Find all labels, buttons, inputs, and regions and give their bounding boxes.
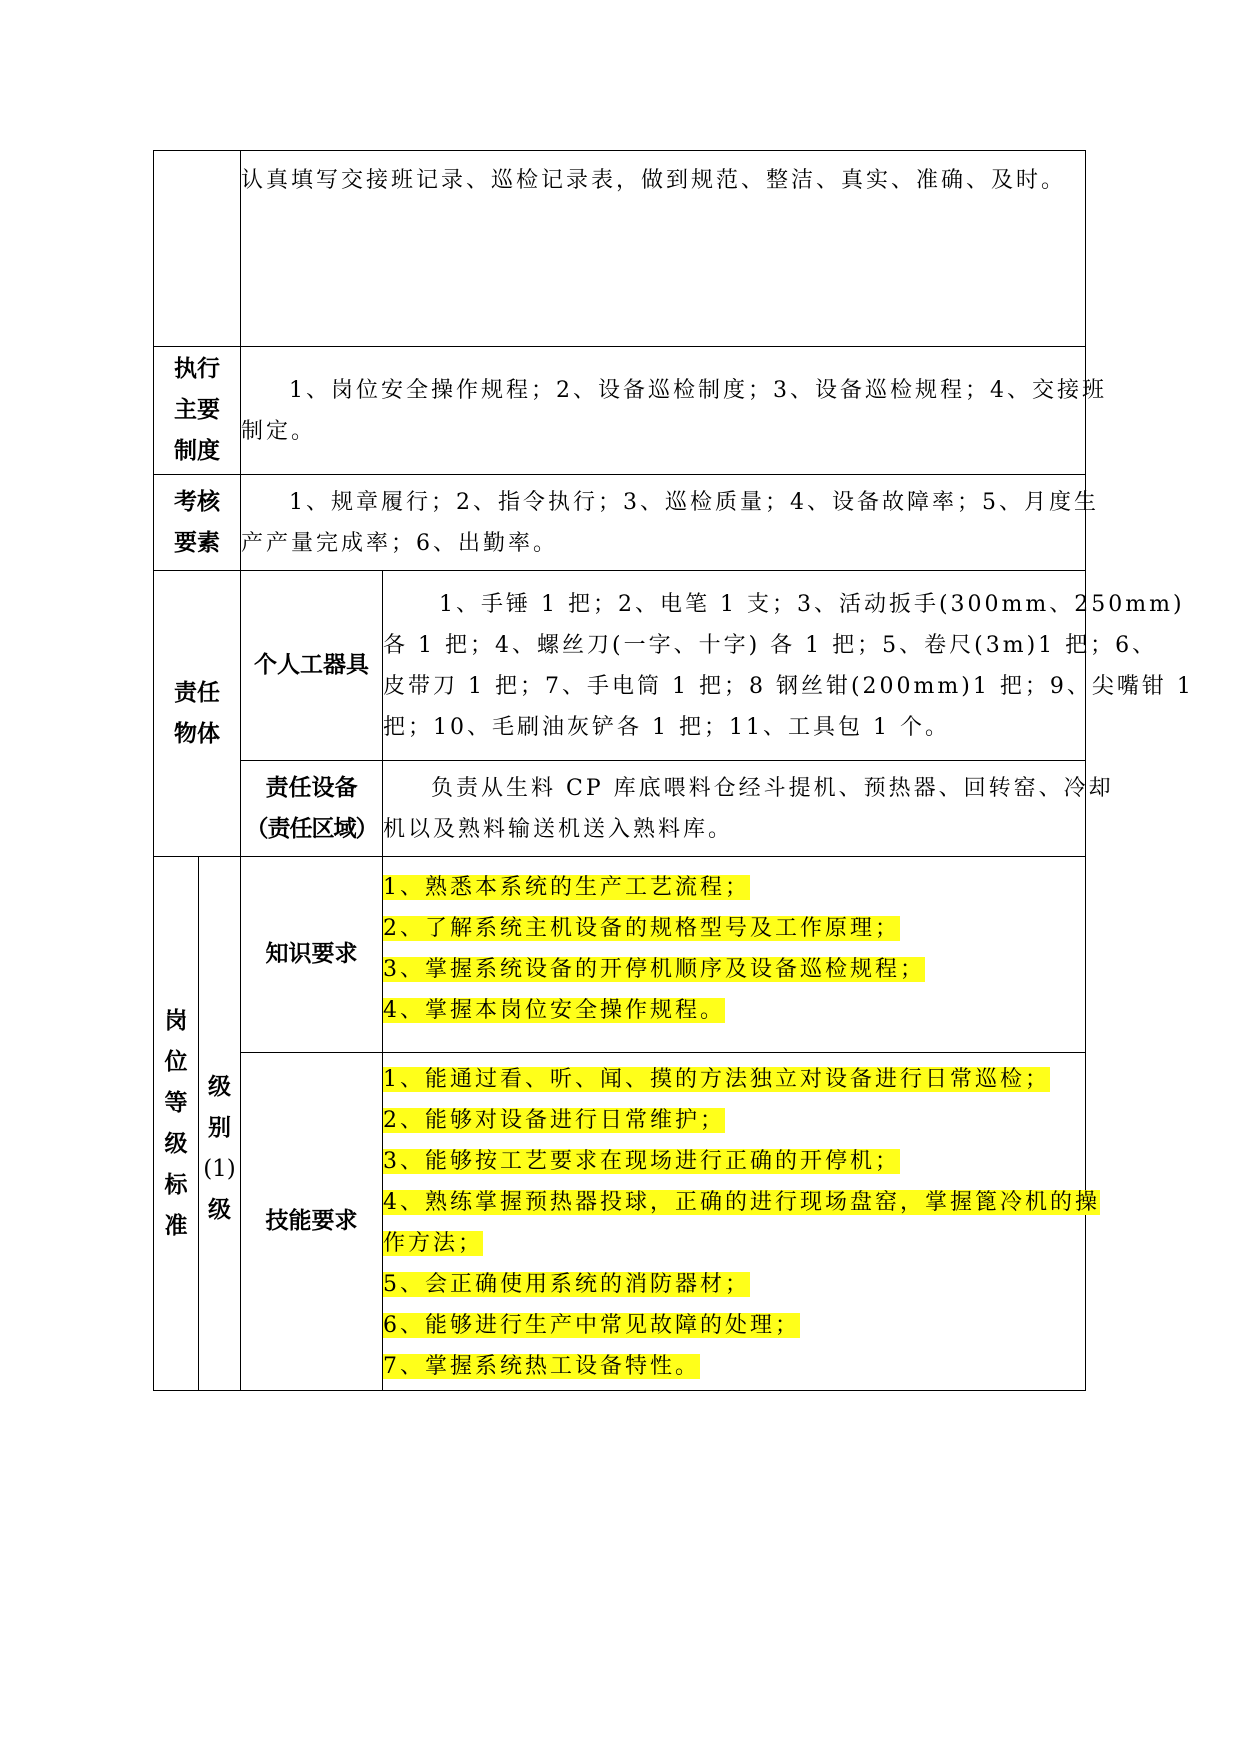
skills-item-text: 1、能通过看、听、闻、摸的方法独立对设备进行日常巡检； (383, 1067, 1050, 1092)
assess-label (154, 475, 241, 571)
objects-label (154, 571, 241, 857)
equipment-line: 机以及熟料输送机送入熟料库。 (383, 816, 734, 842)
level-label-char: 级 (208, 1073, 231, 1100)
knowledge-item (383, 867, 1085, 908)
rules-label-line: 主要 (174, 397, 220, 423)
skills-item (383, 1264, 1085, 1305)
assess-label-line: 考核 (174, 488, 220, 515)
grade-label-char: 准 (164, 1212, 188, 1239)
grade-label-char: 标 (164, 1171, 188, 1198)
skills-item (383, 1223, 1085, 1264)
skills-item (383, 1346, 1085, 1387)
knowledge-item (383, 908, 1085, 949)
skills-item (383, 1059, 1085, 1100)
tools-content (383, 571, 1194, 761)
knowledge-item (383, 949, 1085, 990)
rules-label (154, 347, 241, 475)
equipment-line: 负责从生料 CP 库底喂料仓经斗提机、预热器、回转窑、冷却 (431, 775, 1114, 801)
equipment-row (154, 761, 1086, 857)
skills-item (383, 1141, 1085, 1182)
skills-item (383, 1182, 1100, 1223)
record-row (154, 151, 1086, 347)
objects-label-line: 责任 (174, 679, 220, 706)
level-label (199, 857, 241, 1391)
knowledge-item-text: 3、掌握系统设备的开停机顺序及设备巡检规程； (383, 957, 925, 982)
equipment-content (383, 761, 1114, 857)
assess-line: 1、规章履行；2、指令执行；3、巡检质量；4、设备故障率；5、月度生 (289, 489, 1099, 515)
knowledge-item (383, 990, 1085, 1031)
skills-row (154, 1053, 1086, 1391)
record-text: 认真填写交接班记录、巡检记录表，做到规范、整洁、真实、准确、及时。 (241, 168, 1067, 193)
knowledge-item-text: 1、熟悉本系统的生产工艺流程； (383, 875, 750, 900)
grade-label-char: 岗 (164, 1007, 188, 1034)
tools-line: 各 1 把；4、螺丝刀(一字、十字) 各 1 把；5、卷尺(3m)1 把；6、 (383, 632, 1158, 658)
grade-standard-label (154, 857, 199, 1391)
level-label-char: 级 (208, 1196, 231, 1223)
job-standard-table (153, 150, 1194, 1391)
grade-label-char: 等 (164, 1089, 188, 1116)
objects-label-line: 物体 (174, 720, 220, 747)
skills-item-text: 4、熟练掌握预热器投球，正确的进行现场盘窑，掌握篦冷机的操 (383, 1190, 1100, 1215)
level-label-char: (1) (203, 1155, 236, 1182)
tools-label: 个人工器具 (241, 571, 383, 761)
assess-content (241, 475, 1099, 571)
rules-row (154, 347, 1086, 475)
rules-label-line: 执行 (174, 356, 220, 382)
knowledge-item-text: 4、掌握本岗位安全操作规程。 (383, 998, 725, 1023)
assess-line: 产产量完成率；6、出勤率。 (241, 530, 558, 556)
skills-item (383, 1305, 1085, 1346)
rules-content (241, 347, 1107, 475)
knowledge-row (154, 857, 1086, 1053)
rules-label-line: 制度 (174, 438, 220, 464)
tools-line: 把；10、毛刷油灰铲各 1 把；11、工具包 1 个。 (383, 714, 950, 740)
skills-item-text: 2、能够对设备进行日常维护； (383, 1108, 725, 1133)
equipment-label-line: 责任设备 (265, 774, 358, 801)
grade-label-char: 位 (164, 1048, 188, 1075)
assess-row (154, 475, 1086, 571)
skills-item-text: 作方法； (383, 1231, 484, 1256)
record-label-cell (154, 151, 241, 347)
equipment-label-line: （责任区域） (245, 815, 378, 842)
equipment-label (241, 761, 383, 857)
knowledge-item-text: 2、了解系统主机设备的规格型号及工作原理； (383, 916, 900, 941)
skills-item-text: 7、掌握系统热工设备特性。 (383, 1354, 700, 1379)
skills-content (383, 1053, 1100, 1391)
tools-row (154, 571, 1086, 761)
rules-line: 制定。 (241, 418, 317, 444)
grade-label-char: 级 (164, 1130, 188, 1157)
tools-line: 1、手锤 1 把；2、电笔 1 支；3、活动扳手(300mm、250mm) (439, 591, 1185, 617)
knowledge-label: 知识要求 (241, 857, 383, 1053)
skills-item (383, 1100, 1085, 1141)
assess-label-line: 要素 (174, 529, 220, 556)
skills-item-text: 3、能够按工艺要求在现场进行正确的开停机； (383, 1149, 900, 1174)
tools-line: 皮带刀 1 把；7、手电筒 1 把；8 钢丝钳(200mm)1 把；9、尖嘴钳 1 (383, 673, 1194, 699)
record-content (241, 151, 1086, 347)
skills-item-text: 6、能够进行生产中常见故障的处理； (383, 1313, 800, 1338)
rules-line: 1、岗位安全操作规程；2、设备巡检制度；3、设备巡检规程；4、交接班 (289, 377, 1107, 403)
skills-label: 技能要求 (241, 1053, 383, 1391)
level-label-char: 别 (208, 1114, 231, 1141)
skills-item-text: 5、会正确使用系统的消防器材； (383, 1272, 750, 1297)
knowledge-content (383, 857, 1086, 1053)
